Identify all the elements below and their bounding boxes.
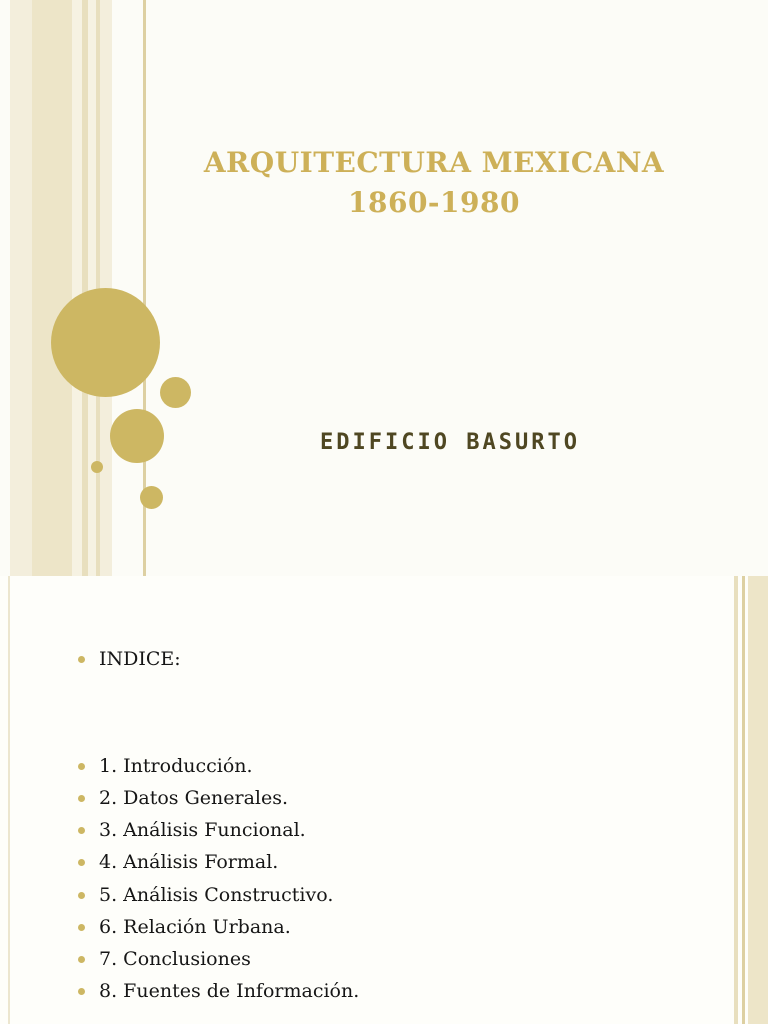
list-item-text: 1. Introducción. [99,755,253,777]
list-item-text: 4. Análisis Formal. [99,851,279,873]
bullet-dot [78,656,85,663]
decor-stripe [72,0,82,576]
bullet-dot [78,956,85,963]
list-item [78,819,306,841]
decor-stripe [748,576,768,1024]
list-item-text: 6. Relación Urbana. [99,916,291,938]
bullet-dot [78,795,85,802]
list-item-text: 5. Análisis Constructivo. [99,884,334,906]
decor-circle [160,377,191,408]
list-item [78,851,278,873]
bullet-dot [78,859,85,866]
decor-circle-large [51,288,160,397]
bullet-dot [78,827,85,834]
list-item-text: 2. Datos Generales. [99,787,289,809]
list-item [78,755,253,777]
list-item [78,980,359,1002]
decor-stripe [8,576,10,1024]
slide-subtitle: EDIFICIO BASURTO [320,430,580,455]
decor-stripe [32,0,72,576]
decor-circle [91,461,103,473]
index-heading-text: INDICE: [99,648,181,670]
list-item [78,884,333,906]
decor-stripe [10,0,32,576]
slide-title-years: 1860-1980 [348,186,520,219]
bullet-dot [78,892,85,899]
bullet-dot [78,763,85,770]
decor-stripe [742,576,745,1024]
list-item [78,916,291,938]
decor-circle [110,409,164,463]
index-slide [0,576,768,1024]
list-item-text: 8. Fuentes de Información. [99,980,360,1002]
list-item-text: 3. Análisis Funcional. [99,819,306,841]
index-heading [78,648,181,670]
bullet-dot [78,988,85,995]
list-item [78,948,251,970]
slide-title: ARQUITECTURA MEXICANA [203,146,665,179]
list-item [78,787,288,809]
bullet-dot [78,924,85,931]
decor-circle [140,486,163,509]
list-item-text: 7. Conclusiones [99,948,251,970]
decor-stripe [734,576,738,1024]
